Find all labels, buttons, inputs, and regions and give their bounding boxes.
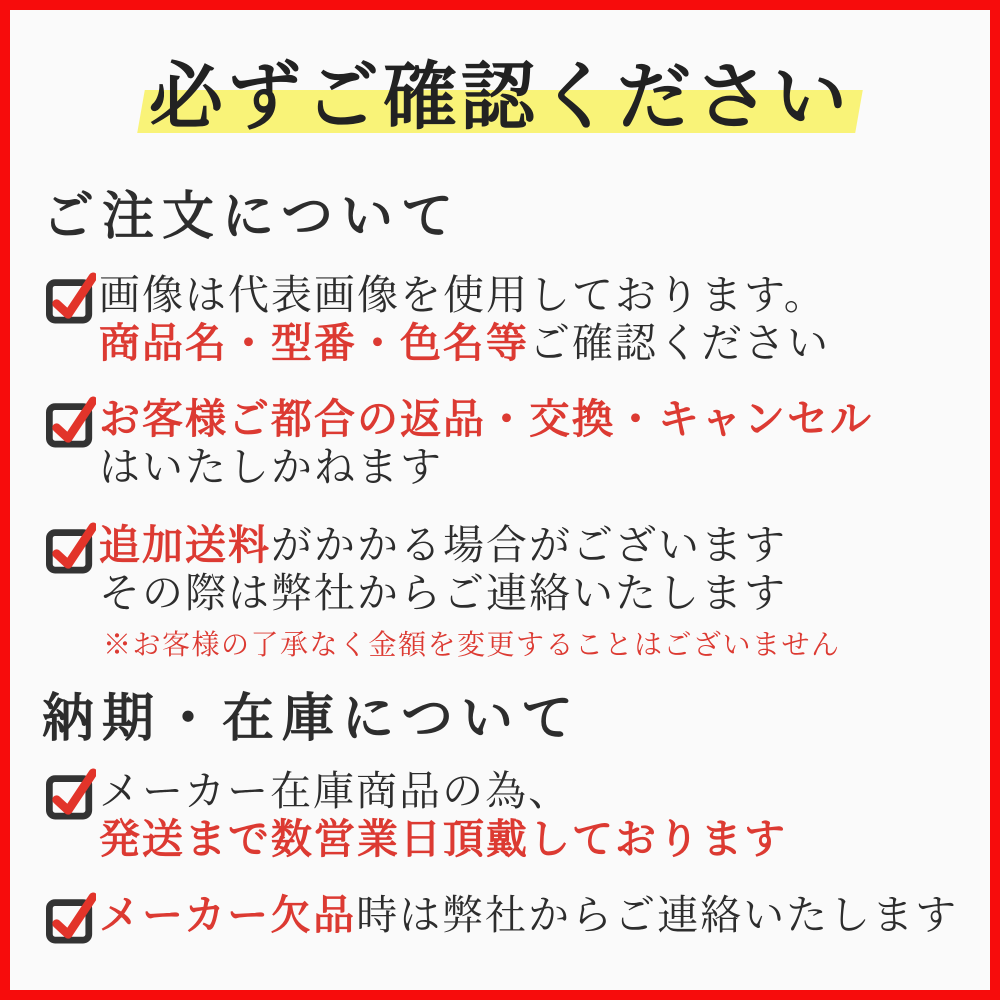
text-segment-red: 追加送料	[99, 522, 271, 568]
list-item-extra-shipping	[10, 521, 990, 663]
text-segment: ご確認ください	[529, 320, 830, 366]
checkbox-checked-icon	[46, 519, 96, 575]
text-segment: その際は弊社からご連絡いたします	[99, 570, 787, 616]
text-line	[99, 443, 873, 491]
text-segment: 時は弊社からご連絡いたします	[356, 892, 959, 938]
text-line	[99, 815, 787, 863]
section-heading-ordering: ご注文について	[42, 189, 461, 246]
checkbox-checked-icon	[46, 269, 96, 325]
item-text	[99, 767, 787, 863]
text-segment-red: 商品名・型番・色名等	[99, 320, 529, 366]
text-line	[99, 891, 958, 939]
text-segment: はいたしかねます	[99, 444, 443, 490]
item-text	[99, 521, 841, 663]
text-segment: メーカー在庫商品の為、	[99, 768, 572, 814]
text-segment: がかかる場合がございます	[271, 522, 787, 568]
item-text	[99, 891, 958, 939]
text-line	[99, 767, 787, 815]
text-line	[99, 569, 841, 617]
text-line	[99, 271, 830, 319]
section-ordering	[10, 185, 990, 663]
price-change-note: ※お客様の了承なく金額を変更することはございません	[103, 630, 841, 661]
text-segment-red: お客様ご都合の返品・交換・キャンセル	[99, 396, 873, 442]
list-item-returns	[10, 395, 990, 491]
text-segment: 画像は代表画像を使用しております。	[99, 272, 827, 318]
text-segment-red: 発送まで数営業日頂戴しております	[99, 816, 787, 862]
section-stock-delivery	[10, 687, 990, 945]
list-item-maker-stock	[10, 767, 990, 863]
checkbox-checked-icon	[46, 765, 96, 821]
item-text	[99, 395, 873, 491]
text-segment-red: メーカー欠品	[99, 892, 357, 938]
text-line	[99, 395, 873, 443]
section-heading-stock: 納期・在庫について	[42, 691, 581, 748]
text-line	[99, 319, 830, 367]
checkbox-checked-icon	[46, 393, 96, 449]
text-line	[99, 521, 841, 569]
title-block	[10, 48, 990, 148]
checkbox-checked-icon	[46, 889, 96, 945]
item-text	[99, 271, 830, 367]
list-item-representative-image	[10, 271, 990, 367]
page-title: 必ずご確認ください	[149, 57, 851, 139]
list-item-maker-shortage	[10, 891, 990, 945]
